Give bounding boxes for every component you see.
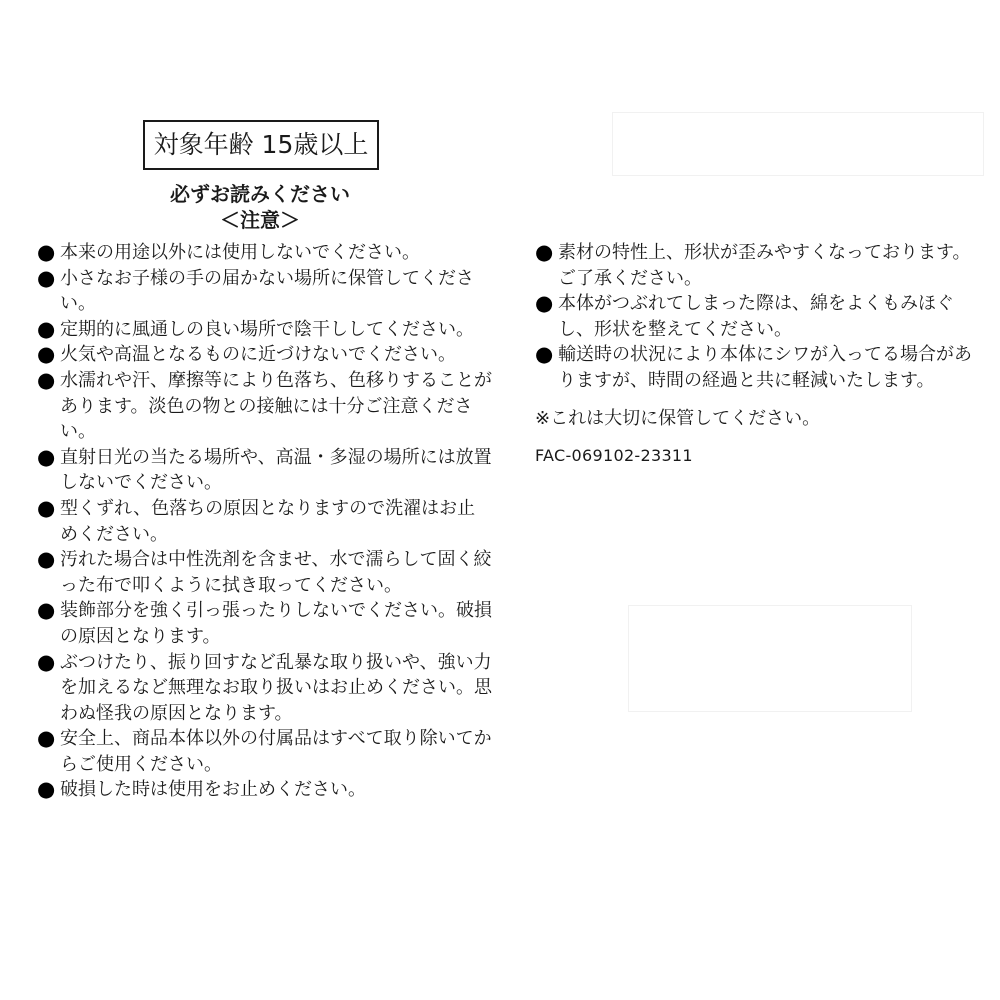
caution-item — [37, 317, 493, 343]
bullet-icon: ● — [37, 726, 56, 751]
caution-item — [535, 291, 987, 342]
age-rating-box: 対象年齢 15歳以上 — [143, 120, 379, 170]
caution-item — [37, 266, 493, 317]
caution-item — [37, 368, 493, 445]
caution-item — [37, 240, 493, 266]
caution-item — [535, 342, 987, 393]
caution-item — [37, 598, 493, 649]
caution-item-text: ぶつけたり、振り回すなど乱暴な取り扱いや、強い力を加えるなど無理なお取り扱いはお止めください。思わぬ怪我の原因となります。 — [60, 651, 492, 724]
caution-item-text: 直射日光の当たる場所や、高温・多湿の場所には放置しないでください。 — [60, 446, 492, 494]
background-faint-box-top — [612, 112, 984, 176]
bullet-icon: ● — [37, 444, 56, 469]
caution-item-text: 火気や高温となるものに近づけないでください。 — [60, 344, 456, 366]
caution-list-left — [37, 240, 493, 803]
caution-item — [37, 777, 493, 803]
caution-item — [37, 342, 493, 368]
caution-item-text: 安全上、商品本体以外の付属品はすべて取り除いてからご使用ください。 — [60, 728, 492, 775]
caution-item — [37, 445, 493, 496]
bullet-icon: ● — [37, 265, 56, 290]
bullet-icon: ● — [37, 342, 56, 367]
instructions-heading: 必ずお読みください — [170, 182, 350, 206]
bullet-icon: ● — [535, 240, 554, 264]
caution-item — [535, 240, 987, 291]
caution-item-text: 本来の用途以外には使用しないでください。 — [60, 242, 420, 263]
bullet-icon: ● — [37, 598, 56, 623]
caution-item-text: 輸送時の状況により本体にシワが入ってる場合がありますが、時間の経過と共に軽減いたします。 — [558, 344, 972, 391]
bullet-icon: ● — [37, 316, 56, 341]
keep-safe-note: ※これは大切に保管してください。 — [535, 407, 821, 429]
caution-list-right — [535, 240, 987, 469]
caution-item-text: 破損した時は使用をお止めください。 — [60, 779, 366, 801]
bullet-icon: ● — [37, 495, 56, 520]
caution-item — [37, 496, 493, 547]
bullet-icon: ● — [37, 649, 56, 674]
caution-item-text: 本体がつぶれてしまった際は、綿をよくもみほぐし、形状を整えてください。 — [558, 293, 954, 340]
bullet-icon: ● — [37, 547, 56, 572]
bullet-icon: ● — [535, 342, 554, 367]
caution-item — [37, 547, 493, 598]
caution-item-text: 小さなお子様の手の届かない場所に保管してください。 — [60, 267, 474, 315]
caution-item-text: 型くずれ、色落ちの原因となりますので洗濯はお止めください。 — [60, 497, 476, 545]
caution-item-text: 定期的に風通しの良い場所で陰干ししてください。 — [60, 318, 474, 340]
caution-heading: ＜注意＞ — [220, 208, 300, 232]
caution-item-text: 水濡れや汗、摩擦等により色落ち、色移りすることがあります。淡色の物との接触には十分ご注意ください。 — [60, 369, 492, 443]
caution-item-text: 素材の特性上、形状が歪みやすくなっております。ご了承ください。 — [558, 242, 971, 289]
bullet-icon: ● — [37, 240, 56, 264]
caution-item — [37, 726, 493, 777]
caution-item-text: 装飾部分を強く引っ張ったりしないでください。破損の原因となります。 — [60, 600, 492, 647]
bullet-icon: ● — [37, 367, 56, 392]
bullet-icon: ● — [37, 777, 56, 802]
bullet-icon: ● — [535, 291, 554, 316]
background-faint-box-bottom — [628, 605, 912, 712]
product-code: FAC-069102-23311 — [535, 446, 693, 466]
caution-item — [37, 650, 493, 727]
caution-item-text: 汚れた場合は中性洗剤を含ませ、水で濡らして固く絞った布で叩くように拭き取ってください。 — [60, 549, 492, 596]
